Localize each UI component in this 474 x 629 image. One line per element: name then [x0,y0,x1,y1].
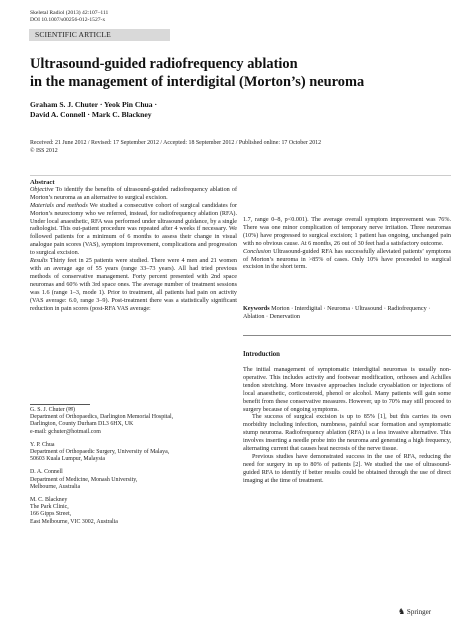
abstract-right-column [243,217,451,272]
divider [243,335,451,336]
conclusion-text: Ultrasound-guided RFA has successfully alleviated patients’ symptoms of Morton’s neuroma in >85% of cases. Only 10% have proceeded to surgical excision in the short term. [243,248,451,271]
intro-paragraph: The initial management of symptomatic interdigital neuromas is usually non-operative. This includes activity and footwear modification, orthoses and Achilles tendon stretching. More invasive approaches include cryoablation or injections of local anaesthetic, corticosteroid, phenol or alcohol. Many patients will gain some benefit from these conservative measures. However, up to 70% may still proceed to surgery because of ongoing symptoms. [243,367,451,413]
results-text: Thirty feet in 25 patients were studied. There were 4 men and 21 women with an average age of 55 years (range 33–73 years). All had tried previous methods of conservative management. Forty percent presented with 2nd space neuromas and 60% with 3rd space ones. The average number of treatment sessions was 1.6 (range 1–3, mode 1). Prior to treatment, all patients had pain on activity (VAS average: 6.0, range 3–9). Post-treatment there was a statistically significant reduction in pain scores (post-RFA VAS average: [30,258,237,312]
intro-paragraph: The success of surgical excision is up to 85% [1], but this carries its own morbidity including infection, numbness, painful scar formation and symptomatic stump neuroma. Radiofrequency ablation (RFA) is a less invasive alternative. This involves inserting a needle probe into the neuroma and generating a high frequency, alternating current that causes heat necrosis of the nerve tissue. [243,414,451,453]
affiliation-name: G. S. J. Chuter (✉) [30,407,76,413]
abstract-results-continued: 1.7, range 0–8, p<0.001). The average overall symptom improvement was 76%. There was one minor complication of temporary nerve irritation. Three neuromas (10%) have progressed to surgical excision; 1 patient has ongoing, unchanged pain with no obvious cause. At 6 months, 26 out of 30 feet had a satisfactory outcome. [243,217,451,247]
abstract-results [30,258,237,313]
affiliation-name: D. A. Connell [30,469,63,476]
objective-label: Objective [30,186,54,193]
title-line-2: in the management of interdigital (Morton’s) neuroma [30,73,365,90]
affiliation-line: East Melbourne, VIC 3002, Australia [30,518,118,525]
divider [30,404,90,405]
journal-line: Skeletal Radiol (2013) 42:107–111 [30,10,109,16]
affiliation-line: Department of Medicine, Monash University, [30,476,138,483]
affiliation-name: M. C. Blackney [30,497,68,504]
journal-citation [30,10,108,24]
affiliation-line: The Park Clinic, [30,504,69,511]
abstract-heading: Abstract [30,179,55,186]
introduction-heading: Introduction [243,351,280,358]
methods-label: Materials and methods [30,202,88,209]
results-label: Results [30,258,48,265]
affiliation-line: 166 Gipps Street, [30,511,72,518]
article-title [30,56,450,91]
affiliation-line: 50603 Kuala Lumpur, Malaysia [30,456,106,463]
title-line-1: Ultrasound-guided radiofrequency ablation [30,56,298,72]
dates-line: Received: 21 June 2012 / Revised: 17 September 2012 / Accepted: 18 September 2012 / Published online: 17 October 2012 [30,140,322,146]
introduction-body [243,367,451,486]
intro-paragraph: Previous studies have demonstrated success in the use of RFA, reducing the need for surgery in up to 80% of patients [2]. We studied the use of ultrasound-guided RFA to identify if better results could be obtained through the use of direct imaging at the time of treatment. [243,453,451,484]
methods-text: We studied a consecutive cohort of surgical candidates for Morton’s neurectomy who we referred, instead, for radiofrequency ablation (RFA). Under local anaesthetic, RFA was performed under ultrasound guidance, by a single radiologist. This out-patient procedure was repeated after 4 weeks if necessary. We followed patients for a minimum of 6 months to assess their change in visual analogue pain scores (VAS), symptom improvement, complications and progression to surgical excision. [30,202,237,257]
affiliation [30,442,237,464]
publisher-name: Springer [406,608,432,616]
divider [30,175,451,176]
keywords [243,306,451,322]
authors-line-1: Graham S. J. Chuter · Yeok Pin Chua · [30,100,158,109]
publisher-mark [398,607,431,616]
abstract-left-column [30,179,237,313]
abstract-objective [30,187,237,203]
keywords-text: Morton · Interdigital · Neuroma · Ultrasound · Radiofrequency · Ablation · Denervation [243,306,431,320]
abstract-conclusion [243,249,451,273]
section-label: SCIENTIFIC ARTICLE [29,29,170,41]
affiliation [30,497,237,526]
publication-dates [30,140,450,155]
affiliation [30,469,237,491]
affiliation-line: Department of Orthopaedics, Darlington Memorial Hospital, [30,414,174,421]
abstract-methods [30,203,237,258]
copyright-line: © ISS 2012 [30,147,58,154]
objective-text: To identify the benefits of ultrasound-guided radiofrequency ablation of Morton’s neuroma as an alternative to surgical excision. [30,186,237,201]
keywords-label: Keywords [243,306,270,312]
affiliation-line: Melbourne, Australia [30,483,81,490]
affiliations [30,407,237,532]
affiliation-line: Darlington, County Durham DL3 6HX, UK [30,421,134,428]
affiliation [30,407,237,436]
affiliation-line: Department of Orthopaedic Surgery, University of Malaya, [30,449,170,456]
affiliation-name: Y. P. Chua [30,441,55,448]
affiliation-email[interactable]: e-mail: gchuter@hotmail.com [30,428,101,435]
springer-horse-icon: ♞ [398,607,406,616]
doi-line: DOI 10.1007/s00256-012-1527-x [30,17,106,24]
author-list [30,100,157,120]
conclusion-label: Conclusion [243,248,271,255]
authors-line-2: David A. Connell · Mark C. Blackney [30,110,152,119]
